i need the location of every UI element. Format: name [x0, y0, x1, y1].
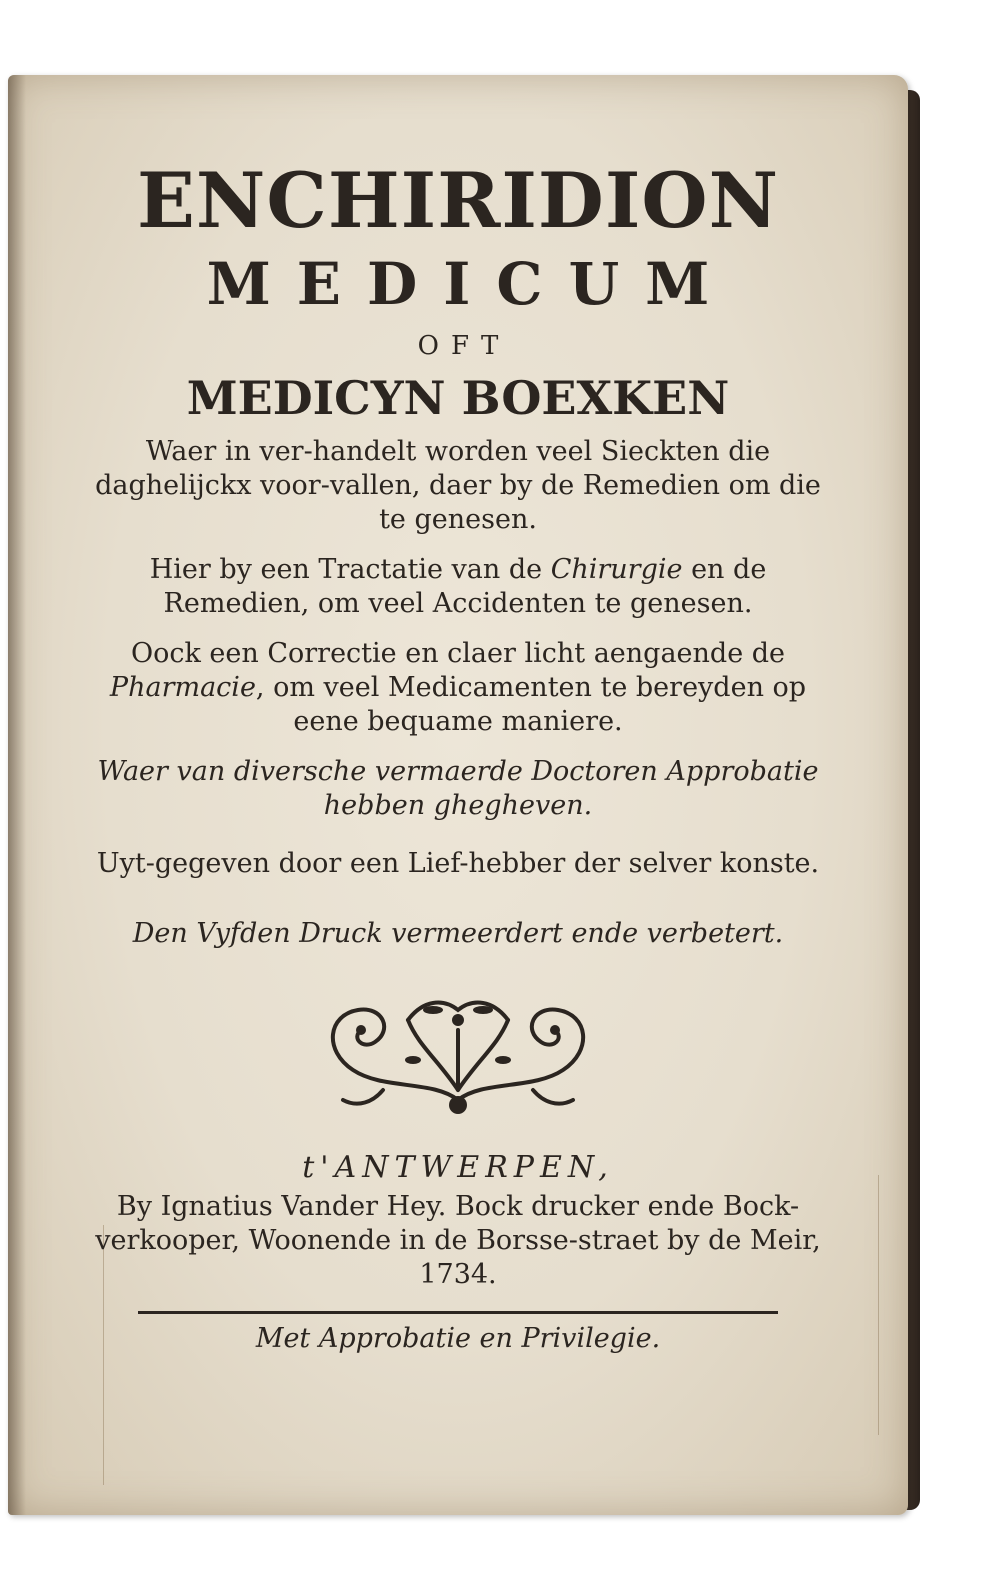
pharmacy-paragraph	[78, 637, 838, 739]
title-page	[8, 75, 908, 1515]
surgery-text-a: Hier by een Tractatie van de	[149, 554, 551, 585]
printers-ornament	[313, 990, 603, 1120]
pharmacy-text-b: , om veel Medicamenten te bereyden op eene bequame maniere.	[255, 672, 807, 737]
approbation-paragraph: Waer van diversche vermaerde Doctoren Approbatie hebben ghegheven.	[97, 756, 819, 821]
horizontal-rule	[138, 1311, 778, 1314]
editor-paragraph: Uyt-gegeven door een Lief-hebber der selver konste.	[96, 848, 820, 879]
description-paragraph: Waer in ver-handelt worden veel Sieckten die daghelijckx voor-vallen, daer by de Remedien om die te genesen.	[95, 436, 821, 535]
surgery-text-b: en de Remedien, om veel Accidenten te genesen.	[163, 554, 767, 619]
imprint-city: t'ANTWERPEN,	[302, 1150, 614, 1185]
page-crease	[878, 1175, 879, 1435]
title-oft: OFT	[417, 331, 511, 361]
pharmacy-text-a: Oock een Correctie en claer licht aengaende de	[130, 638, 786, 669]
surgery-paragraph	[78, 553, 838, 621]
title-subtitle: MEDICYN BOEXKEN	[186, 371, 730, 425]
edition-statement: Den Vyfden Druck vermeerdert ende verbetert.	[132, 918, 784, 949]
privilege-line: Met Approbatie en Privilegie.	[255, 1323, 661, 1354]
title-main: ENCHIRIDION	[136, 156, 780, 245]
imprint-details: By Ignatius Vander Hey. Bock drucker ende Bock-verkooper, Woonende in de Borsse-straet by de Meir, 1734.	[95, 1191, 821, 1290]
surgery-term: Chirurgie	[550, 554, 683, 585]
title-medicum: MEDICUM	[206, 250, 736, 318]
pharmacy-term: Pharmacie	[109, 672, 256, 703]
